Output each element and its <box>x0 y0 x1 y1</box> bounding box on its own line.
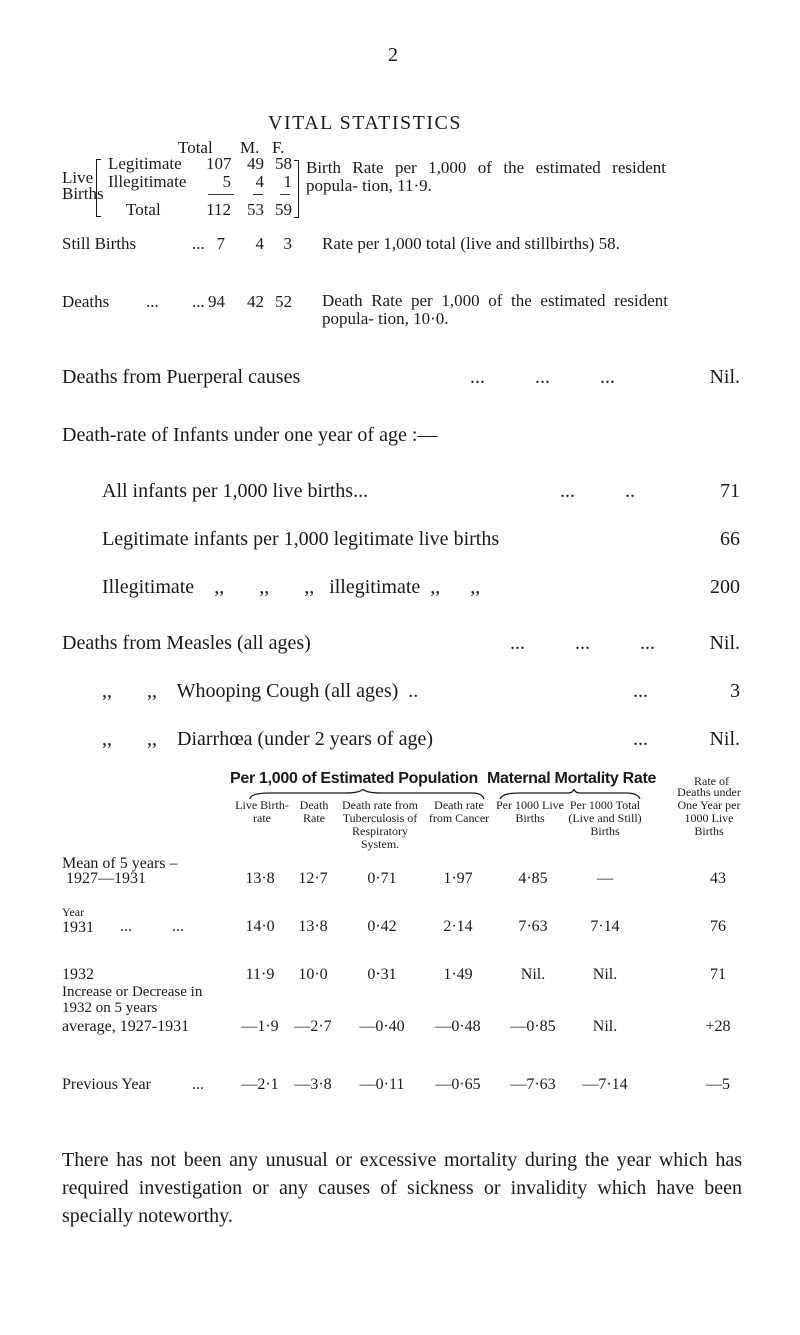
table-group2-header: Maternal Mortality Rate <box>487 770 657 787</box>
births-total: 107 <box>206 154 232 173</box>
table-cell: —0·11 <box>359 1076 405 1093</box>
table-group1-header: Per 1,000 of Estimated Population <box>230 770 478 787</box>
births-total: 112 <box>206 200 231 219</box>
births-row-legitimate <box>108 154 292 173</box>
table-cell: —7·63 <box>510 1076 556 1093</box>
table-cell: —0·65 <box>435 1076 481 1093</box>
leader-dots: ... <box>146 292 159 311</box>
still-births-total: 7 <box>216 234 225 253</box>
table-cell: 0·31 <box>367 966 397 983</box>
table-cell: 43 <box>710 870 726 887</box>
births-male: 49 <box>247 154 264 173</box>
table-cell: 7·63 <box>518 918 548 935</box>
leader-dots: ... <box>633 728 648 750</box>
col-per1000-live: Per 1000 Live Births <box>496 798 564 825</box>
table-cell: —0·40 <box>359 1018 405 1035</box>
leader-dots: ... ... <box>120 918 184 935</box>
row-label-line2: 1927—1931 <box>66 870 146 887</box>
row-label: Illegitimate <box>108 172 187 191</box>
deaths-total: 94 <box>208 292 225 311</box>
col-death-rate: Death Rate <box>299 798 329 825</box>
table-cell: 0·71 <box>367 870 397 887</box>
col-header-total: Total <box>178 138 213 157</box>
col-live-birth-rate: Live Birth-rate <box>235 798 289 825</box>
table-cell: —0·85 <box>510 1018 556 1035</box>
deaths-label: Deaths <box>62 292 110 311</box>
live-label: Live <box>62 168 94 187</box>
infant-heading: Death-rate of Infants under one year of age :— <box>62 424 438 446</box>
births-row-illegitimate <box>108 172 292 191</box>
table-cell: 1·97 <box>443 870 473 887</box>
rule <box>280 194 290 195</box>
rule <box>253 194 263 195</box>
leader-dots: ... <box>192 1076 204 1093</box>
table-row-label: 1932 <box>62 966 94 983</box>
table-row-label: Increase or Decrease in 1932 on 5 years <box>62 984 203 1016</box>
left-brace <box>96 159 101 217</box>
births-total: 5 <box>222 172 231 191</box>
table-cell: Nil. <box>592 966 618 983</box>
table-cell: Nil. <box>592 1018 618 1035</box>
infant-row-value: 200 <box>710 576 740 598</box>
col-infant-deaths: Deaths under One Year per 1000 Live Births <box>677 785 741 838</box>
table-cell: —3·8 <box>294 1076 332 1093</box>
leader-dots: ... ... ... <box>470 366 615 388</box>
births-female: 59 <box>275 200 292 219</box>
infant-row-value: 66 <box>720 528 740 550</box>
table-cell: 11·9 <box>245 966 275 983</box>
leader-dots: ... .. <box>560 480 635 502</box>
row-label-line1: Year <box>62 905 85 919</box>
table-cell: 7·14 <box>590 918 620 935</box>
col-per1000-total: Per 1000 Total (Live and Still) Births <box>568 798 642 838</box>
deaths-male: 42 <box>247 292 264 311</box>
table-cell: — <box>597 870 613 887</box>
table-cell: —0·48 <box>435 1018 481 1035</box>
table-cell: 14·0 <box>245 918 275 935</box>
leader-dots: ... <box>192 292 205 311</box>
leader-dots: ... ... ... <box>510 632 655 654</box>
col-cancer: Death rate from Cancer <box>428 798 490 825</box>
table-cell: 0·42 <box>367 918 397 935</box>
infant-row-label: All infants per 1,000 live births... <box>102 480 369 502</box>
births-row-total <box>108 200 292 219</box>
closing-paragraph: There has not been any unusual or excessive mortality during the year which has required investigation or any causes of sickness or invalidity which have been specially noteworthy. <box>62 1149 742 1227</box>
births-rows <box>108 154 292 219</box>
table-cell: +28 <box>705 1018 731 1035</box>
death-rate-note: Death Rate per 1,000 of the estimated resident popula- tion, 10·0. <box>322 291 668 328</box>
births-female: 58 <box>275 154 292 173</box>
row-label: Total <box>126 200 161 219</box>
births-male: 4 <box>255 172 264 191</box>
cause-row-value: 3 <box>730 680 740 702</box>
col-tuberculosis: Death rate from Tuberculosis of Respiratory System. <box>342 798 418 851</box>
still-births-label: Still Births <box>62 234 137 253</box>
infant-row-value: 71 <box>720 480 740 502</box>
rule <box>208 194 234 195</box>
col-header-female: F. <box>272 138 285 157</box>
still-births-male: 4 <box>255 234 264 253</box>
table-cell: —1·9 <box>241 1018 279 1035</box>
cause-row-value: Nil. <box>709 632 740 654</box>
table-cell: 76 <box>710 918 726 935</box>
cause-row-value: Nil. <box>709 728 740 750</box>
table-row-label: average, 1927-1931 <box>62 1018 190 1035</box>
row-label: Legitimate <box>108 154 182 173</box>
table-cell: 71 <box>710 966 726 983</box>
table-cell: 4·85 <box>518 870 548 887</box>
puerperal-label: Deaths from Puerperal causes <box>62 366 301 388</box>
deaths-female: 52 <box>275 292 292 311</box>
table-cell: —2·7 <box>294 1018 332 1035</box>
table-cell: 2·14 <box>443 918 473 935</box>
table-cell: —7·14 <box>582 1076 628 1093</box>
table-cell: Nil. <box>520 966 546 983</box>
cause-row-label: Deaths from Measles (all ages) <box>62 632 311 654</box>
table-row-label <box>62 856 178 886</box>
leader-dots: ... <box>192 234 205 253</box>
col-header-male: M. <box>240 138 260 157</box>
row-label-line1: Mean of 5 years – <box>62 855 178 872</box>
page-title: VITAL STATISTICS <box>268 112 462 134</box>
births-male: 53 <box>247 200 264 219</box>
table-cell: 13·8 <box>245 870 275 887</box>
table-row-label <box>62 905 94 935</box>
still-births-female: 3 <box>283 234 292 253</box>
cause-row-label: ,, ,, Whooping Cough (all ages) .. <box>102 680 419 702</box>
infant-row-label: Illegitimate ,, ,, ,, illegitimate ,, ,, <box>102 576 481 598</box>
table-row-label: Previous Year <box>62 1076 151 1093</box>
right-brace <box>294 160 299 218</box>
birth-rate-note: Birth Rate per 1,000 of the estimated resident popula- tion, 11·9. <box>306 158 666 195</box>
row-label-line2: 1931 <box>62 919 94 936</box>
puerperal-value: Nil. <box>709 366 740 388</box>
table-cell: 13·8 <box>298 918 328 935</box>
cause-row-label: ,, ,, Diarrhœa (under 2 years of age) <box>102 728 433 750</box>
births-label: Births <box>62 184 104 203</box>
table-cell: 12·7 <box>298 870 328 887</box>
page-number: 2 <box>388 44 398 66</box>
leader-dots: ... <box>633 680 648 702</box>
table-cell: 10·0 <box>298 966 328 983</box>
table-cell: 1·49 <box>443 966 473 983</box>
still-births-note: Rate per 1,000 total (live and stillbirths) 58. <box>322 234 620 253</box>
births-female: 1 <box>283 172 292 191</box>
table-cell: —2·1 <box>241 1076 279 1093</box>
table-cell: —5 <box>706 1076 730 1093</box>
infant-row-label: Legitimate infants per 1,000 legitimate live births <box>102 528 500 550</box>
table-group3-header: Rate of <box>694 774 729 788</box>
